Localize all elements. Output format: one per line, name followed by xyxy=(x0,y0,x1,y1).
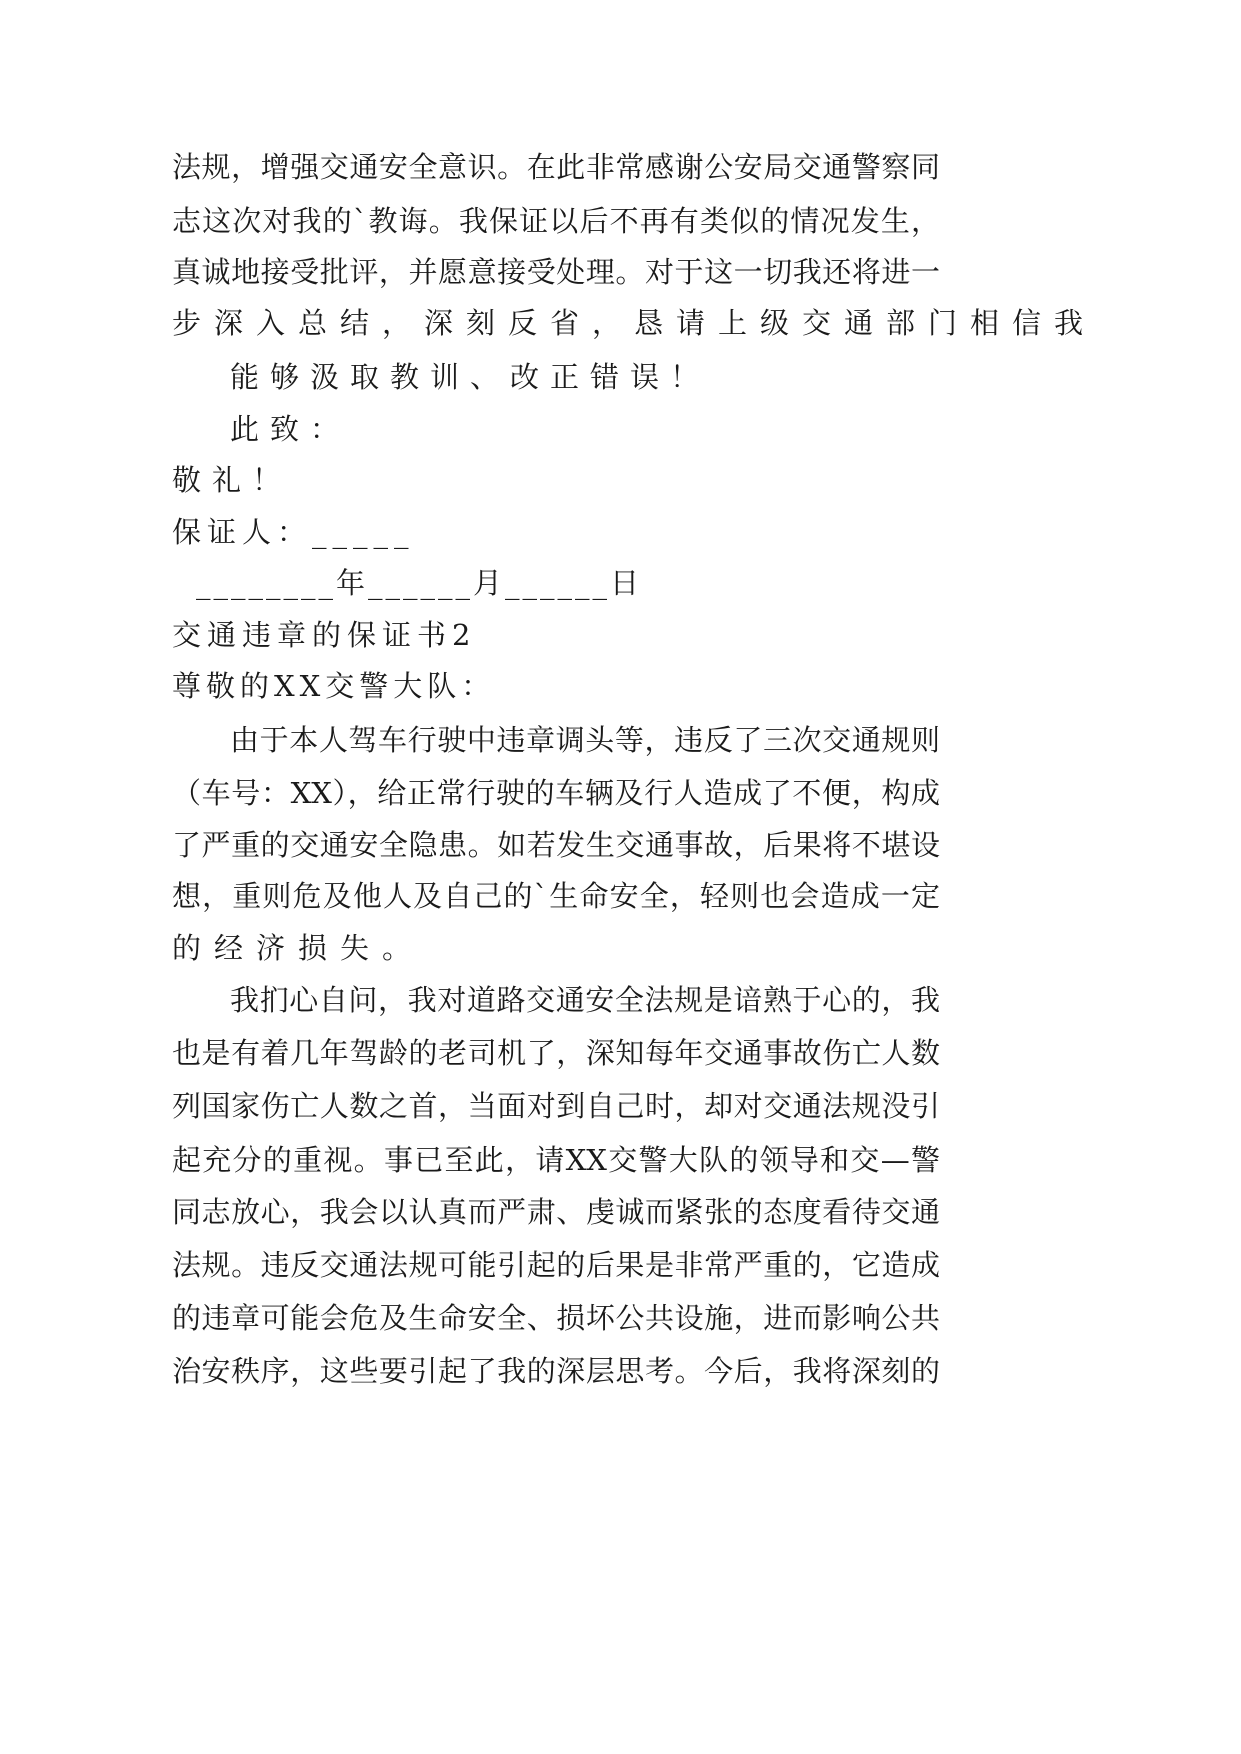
paragraph-line: 我扪心自问，我对道路交通安全法规是谙熟于心的，我 xyxy=(230,983,940,1017)
closing-salutation: 此致： xyxy=(230,412,351,446)
paragraph-line: 同志放心，我会以认真而严肃、虔诚而紧张的态度看待交通 xyxy=(172,1195,940,1229)
paragraph-line: 也是有着几年驾龄的老司机了，深知每年交通事故伤亡人数 xyxy=(172,1036,940,1070)
paragraph-line: 步深入总结，深刻反省，恳请上级交通部门相信我 xyxy=(172,306,1097,340)
guarantor-signature-line: 保证人：_____ xyxy=(172,515,415,549)
paragraph-line: 能够汲取教训、改正错误！ xyxy=(230,360,711,394)
paragraph-line: 列国家伤亡人数之首，当面对到自己时，却对交通法规没引 xyxy=(172,1089,940,1123)
closing-respect: 敬礼！ xyxy=(172,463,293,497)
section-title: 交通违章的保证书2 xyxy=(172,618,477,652)
paragraph-line: 了严重的交通安全隐患。如若发生交通事故，后果将不堪设 xyxy=(172,828,940,862)
paragraph-line: （车号：XX），给正常行驶的车辆及行人造成了不便，构成 xyxy=(172,776,940,810)
greeting: 尊敬的XX交警大队： xyxy=(172,669,496,703)
date-line: ________年______月______日 xyxy=(196,566,643,600)
paragraph-line: 治安秩序，这些要引起了我的深层思考。今后，我将深刻的 xyxy=(172,1354,940,1388)
paragraph-line: 的经济损失。 xyxy=(172,931,425,965)
paragraph-line: 想，重则危及他人及自己的`生命安全，轻则也会造成一定 xyxy=(172,879,940,913)
paragraph-line: 法规。违反交通法规可能引起的后果是非常严重的，它造成 xyxy=(172,1248,940,1282)
paragraph-line: 由于本人驾车行驶中违章调头等，违反了三次交通规则 xyxy=(230,723,940,757)
paragraph-line: 的违章可能会危及生命安全、损坏公共设施，进而影响公共 xyxy=(172,1301,940,1335)
paragraph-line: 真诚地接受批评，并愿意接受处理。对于这一切我还将进一 xyxy=(172,255,940,289)
paragraph-line: 法规，增强交通安全意识。在此非常感谢公安局交通警察同 xyxy=(172,150,940,184)
paragraph-line: 志这次对我的`教诲。我保证以后不再有类似的情况发生， xyxy=(172,204,940,238)
paragraph-line: 起充分的重视。事已至此，请XX交警大队的领导和交—警 xyxy=(172,1143,940,1177)
